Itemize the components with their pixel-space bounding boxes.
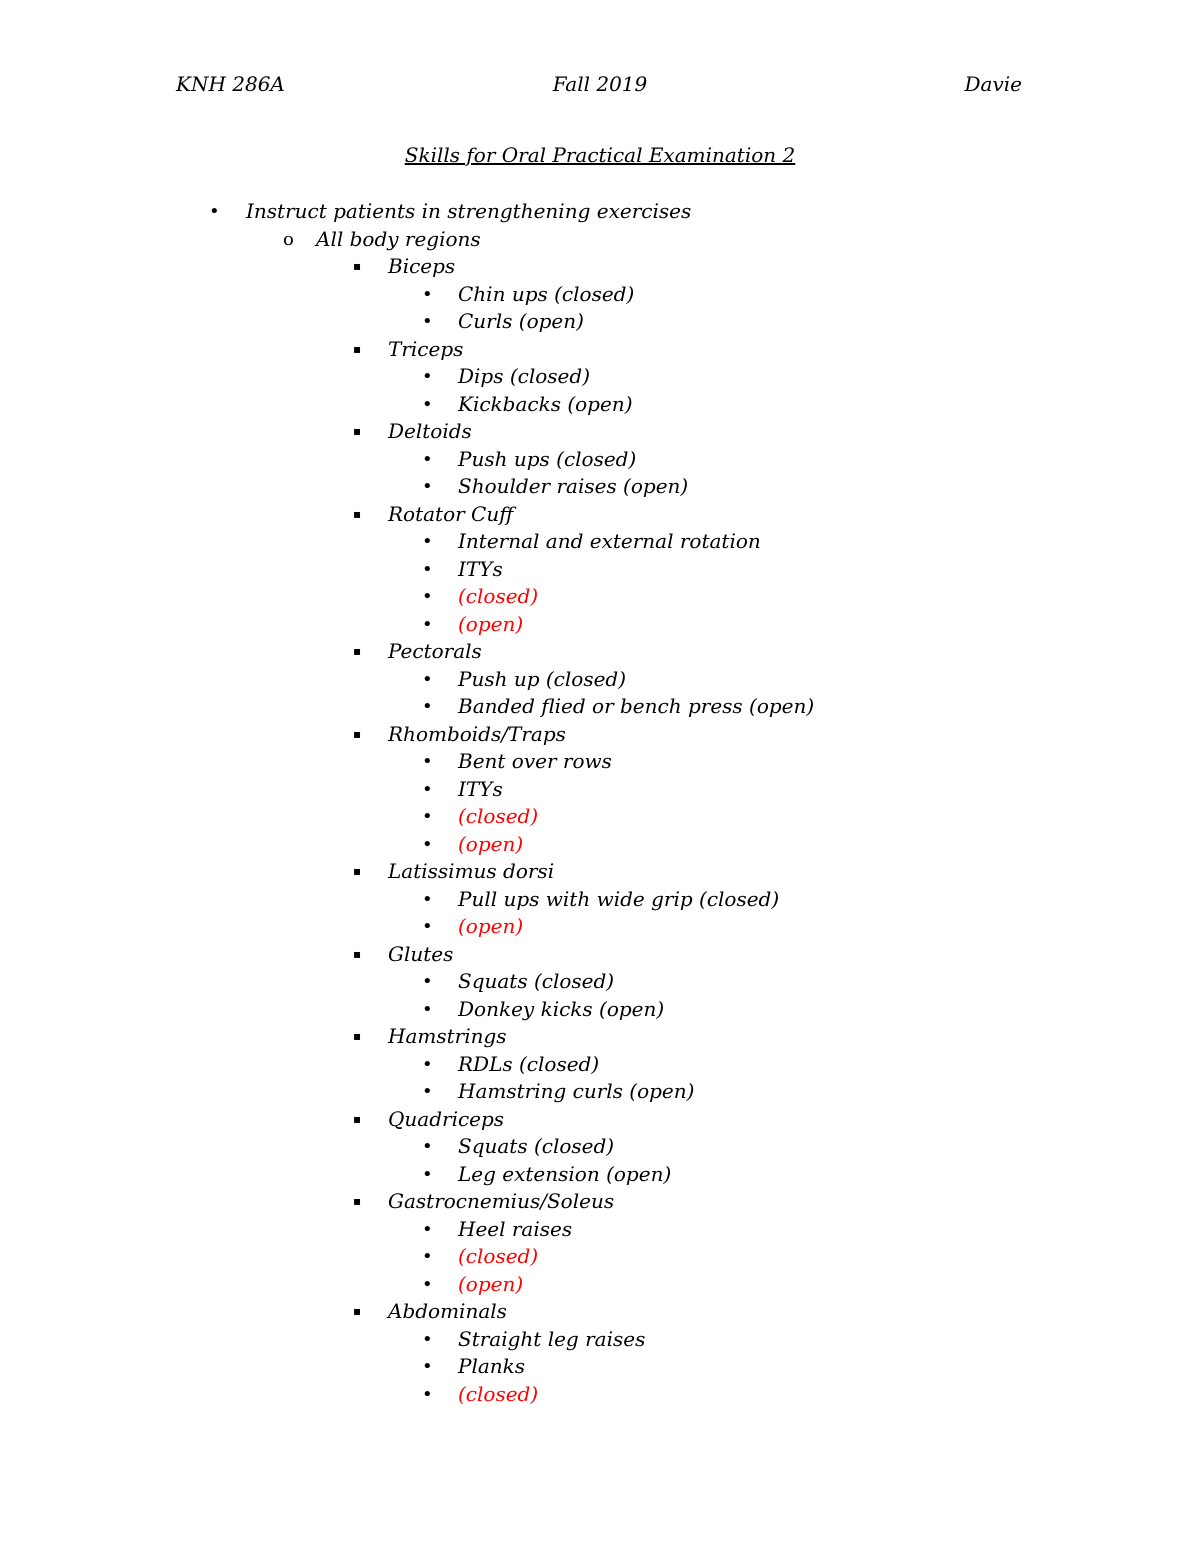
outline-item-text: Curls (open) bbox=[458, 309, 584, 333]
outline-item-level-3 bbox=[0, 1106, 1200, 1134]
outline-item-level-3 bbox=[0, 418, 1200, 446]
bullet-marker: • bbox=[422, 613, 433, 635]
outline-item-level-4 bbox=[0, 1161, 1200, 1189]
outline-item-text: Chin ups (closed) bbox=[458, 281, 635, 306]
outline-item-text: Pectorals bbox=[388, 639, 482, 663]
outline-item-text: Planks bbox=[458, 1354, 526, 1378]
outline-item-text: Donkey kicks (open) bbox=[458, 996, 665, 1021]
bullet-marker: ▪ bbox=[353, 424, 362, 438]
outline-item-level-3 bbox=[0, 941, 1200, 969]
bullet-marker: • bbox=[422, 1328, 433, 1350]
outline-item-level-3 bbox=[0, 336, 1200, 364]
outline-item-level-3 bbox=[0, 1298, 1200, 1326]
outline-item-level-4 bbox=[0, 886, 1200, 914]
outline-item-level-4 bbox=[0, 1051, 1200, 1079]
outline-item-level-4 bbox=[0, 281, 1200, 309]
outline-item-text: Triceps bbox=[388, 336, 464, 361]
outline-item-level-3 bbox=[0, 1188, 1200, 1216]
bullet-marker: • bbox=[422, 393, 433, 415]
outline-item-text: Pull ups with wide grip (closed) bbox=[458, 886, 780, 911]
outline-item-level-1 bbox=[0, 198, 1200, 226]
bullet-marker: ▪ bbox=[353, 946, 362, 961]
outline-item-level-4 bbox=[0, 996, 1200, 1024]
outline-item-text: (open) bbox=[458, 611, 524, 636]
bullet-marker: • bbox=[422, 1053, 433, 1075]
outline-item-level-4 bbox=[0, 473, 1200, 501]
outline-item-level-4 bbox=[0, 391, 1200, 419]
bullet-marker: • bbox=[422, 1081, 433, 1102]
bullet-marker: • bbox=[422, 1136, 433, 1157]
outline-item-text: Kickbacks (open) bbox=[458, 391, 633, 416]
outline-item-text: Banded flied or bench press (open) bbox=[458, 694, 815, 718]
bullet-marker: • bbox=[422, 806, 433, 827]
bullet-marker: ▪ bbox=[353, 341, 362, 356]
outline-item-text: Latissimus dorsi bbox=[388, 859, 555, 883]
outline-item-text: Instruct patients in strengthening exercises bbox=[246, 199, 692, 223]
outline-item-text: Quadriceps bbox=[388, 1106, 505, 1131]
outline-item-text: (closed) bbox=[458, 1381, 539, 1406]
bullet-marker: o bbox=[283, 228, 294, 250]
outline-item-level-3 bbox=[0, 1023, 1200, 1051]
outline-item-text: Internal and external rotation bbox=[458, 529, 761, 553]
outline-item-text: ITYs bbox=[458, 556, 503, 581]
outline-item-level-3 bbox=[0, 721, 1200, 749]
outline-item-text: ITYs bbox=[458, 776, 503, 801]
outline-item-level-4 bbox=[0, 528, 1200, 556]
outline-item-text: Biceps bbox=[388, 254, 456, 278]
outline-item-level-4 bbox=[0, 583, 1200, 611]
outline-item-text: RDLs (closed) bbox=[458, 1051, 600, 1076]
outline-item-text: Glutes bbox=[388, 941, 454, 966]
outline-item-text: (open) bbox=[458, 1271, 524, 1296]
bullet-marker: ▪ bbox=[353, 1194, 362, 1208]
outline-item-level-4 bbox=[0, 1078, 1200, 1106]
bullet-marker: • bbox=[422, 366, 433, 387]
bullet-marker: ▪ bbox=[353, 259, 362, 273]
outline-item-level-4 bbox=[0, 913, 1200, 941]
outline-item-level-3 bbox=[0, 638, 1200, 666]
outline-item-level-4 bbox=[0, 748, 1200, 776]
outline-item-level-4 bbox=[0, 1243, 1200, 1271]
bullet-marker: • bbox=[422, 531, 433, 552]
bullet-marker: ▪ bbox=[353, 506, 362, 521]
outline-item-text: Dips (closed) bbox=[458, 364, 591, 388]
bullet-marker: • bbox=[422, 448, 433, 470]
outline-item-text: Shoulder raises (open) bbox=[458, 474, 689, 498]
outline-item-text: Straight leg raises bbox=[458, 1326, 646, 1351]
outline-item-level-4 bbox=[0, 1216, 1200, 1244]
bullet-marker: ▪ bbox=[353, 726, 362, 741]
bullet-marker: • bbox=[209, 201, 220, 222]
outline-item-level-4 bbox=[0, 308, 1200, 336]
outline-item-level-4 bbox=[0, 1353, 1200, 1381]
document-title: Skills for Oral Practical Examination 2 bbox=[404, 143, 796, 167]
bullet-marker: • bbox=[422, 971, 433, 992]
bullet-marker: • bbox=[422, 1163, 433, 1185]
bullet-marker: • bbox=[422, 916, 433, 937]
outline-item-level-4 bbox=[0, 666, 1200, 694]
bullet-marker: • bbox=[422, 833, 433, 855]
outline-item-text: Abdominals bbox=[388, 1299, 507, 1323]
outline-item-level-4 bbox=[0, 1326, 1200, 1354]
bullet-marker: • bbox=[422, 558, 433, 580]
skills-outline bbox=[0, 198, 1200, 1408]
outline-item-text: Leg extension (open) bbox=[458, 1161, 672, 1186]
outline-item-text: Squats (closed) bbox=[458, 969, 615, 993]
outline-item-level-4 bbox=[0, 803, 1200, 831]
outline-item-level-4 bbox=[0, 363, 1200, 391]
bullet-marker: ▪ bbox=[353, 864, 362, 878]
outline-item-text: Squats (closed) bbox=[458, 1134, 615, 1158]
bullet-marker: • bbox=[422, 476, 433, 497]
bullet-marker: • bbox=[422, 586, 433, 607]
header-course-code: KNH 286A bbox=[176, 72, 285, 96]
outline-item-text: Push ups (closed) bbox=[458, 446, 637, 471]
outline-item-level-4 bbox=[0, 968, 1200, 996]
outline-item-text: All body regions bbox=[316, 226, 481, 251]
bullet-marker: • bbox=[422, 1356, 433, 1377]
bullet-marker: • bbox=[422, 888, 433, 910]
bullet-marker: • bbox=[422, 668, 433, 690]
outline-item-text: Push up (closed) bbox=[458, 666, 627, 691]
bullet-marker: • bbox=[422, 1383, 433, 1405]
outline-item-text: Gastrocnemius/Soleus bbox=[388, 1189, 615, 1213]
bullet-marker: • bbox=[422, 1218, 433, 1240]
header-term: Fall 2019 bbox=[552, 72, 648, 96]
bullet-marker: ▪ bbox=[353, 644, 362, 658]
outline-item-level-4 bbox=[0, 1133, 1200, 1161]
bullet-marker: • bbox=[422, 778, 433, 800]
outline-item-level-4 bbox=[0, 446, 1200, 474]
outline-item-text: (closed) bbox=[458, 1244, 539, 1268]
bullet-marker: • bbox=[422, 696, 433, 717]
bullet-marker: • bbox=[422, 998, 433, 1020]
outline-item-text: Rhomboids/Traps bbox=[388, 721, 566, 746]
outline-item-level-3 bbox=[0, 501, 1200, 529]
outline-item-level-3 bbox=[0, 858, 1200, 886]
outline-item-text: (open) bbox=[458, 914, 524, 938]
bullet-marker: • bbox=[422, 751, 433, 772]
outline-item-text: (closed) bbox=[458, 804, 539, 828]
header-instructor: Davie bbox=[964, 72, 1022, 96]
bullet-marker: • bbox=[422, 283, 433, 305]
outline-item-text: Hamstrings bbox=[388, 1024, 507, 1048]
bullet-marker: • bbox=[422, 1273, 433, 1295]
outline-item-level-4 bbox=[0, 831, 1200, 859]
outline-item-level-4 bbox=[0, 693, 1200, 721]
bullet-marker: ▪ bbox=[353, 1304, 362, 1318]
bullet-marker: ▪ bbox=[353, 1111, 362, 1126]
outline-item-level-4 bbox=[0, 776, 1200, 804]
outline-item-text: (closed) bbox=[458, 584, 539, 608]
outline-item-level-2 bbox=[0, 226, 1200, 254]
outline-item-text: Heel raises bbox=[458, 1216, 573, 1241]
outline-item-level-4 bbox=[0, 1381, 1200, 1409]
outline-item-text: Deltoids bbox=[388, 419, 472, 443]
outline-item-text: Rotator Cuff bbox=[388, 501, 514, 526]
outline-item-level-4 bbox=[0, 1271, 1200, 1299]
outline-item-text: Bent over rows bbox=[458, 749, 612, 773]
bullet-marker: • bbox=[422, 311, 433, 332]
outline-item-text: Hamstring curls (open) bbox=[458, 1079, 695, 1103]
outline-item-level-3 bbox=[0, 253, 1200, 281]
outline-item-level-4 bbox=[0, 611, 1200, 639]
bullet-marker: ▪ bbox=[353, 1029, 362, 1043]
outline-item-level-4 bbox=[0, 556, 1200, 584]
bullet-marker: • bbox=[422, 1246, 433, 1267]
outline-item-text: (open) bbox=[458, 831, 524, 856]
